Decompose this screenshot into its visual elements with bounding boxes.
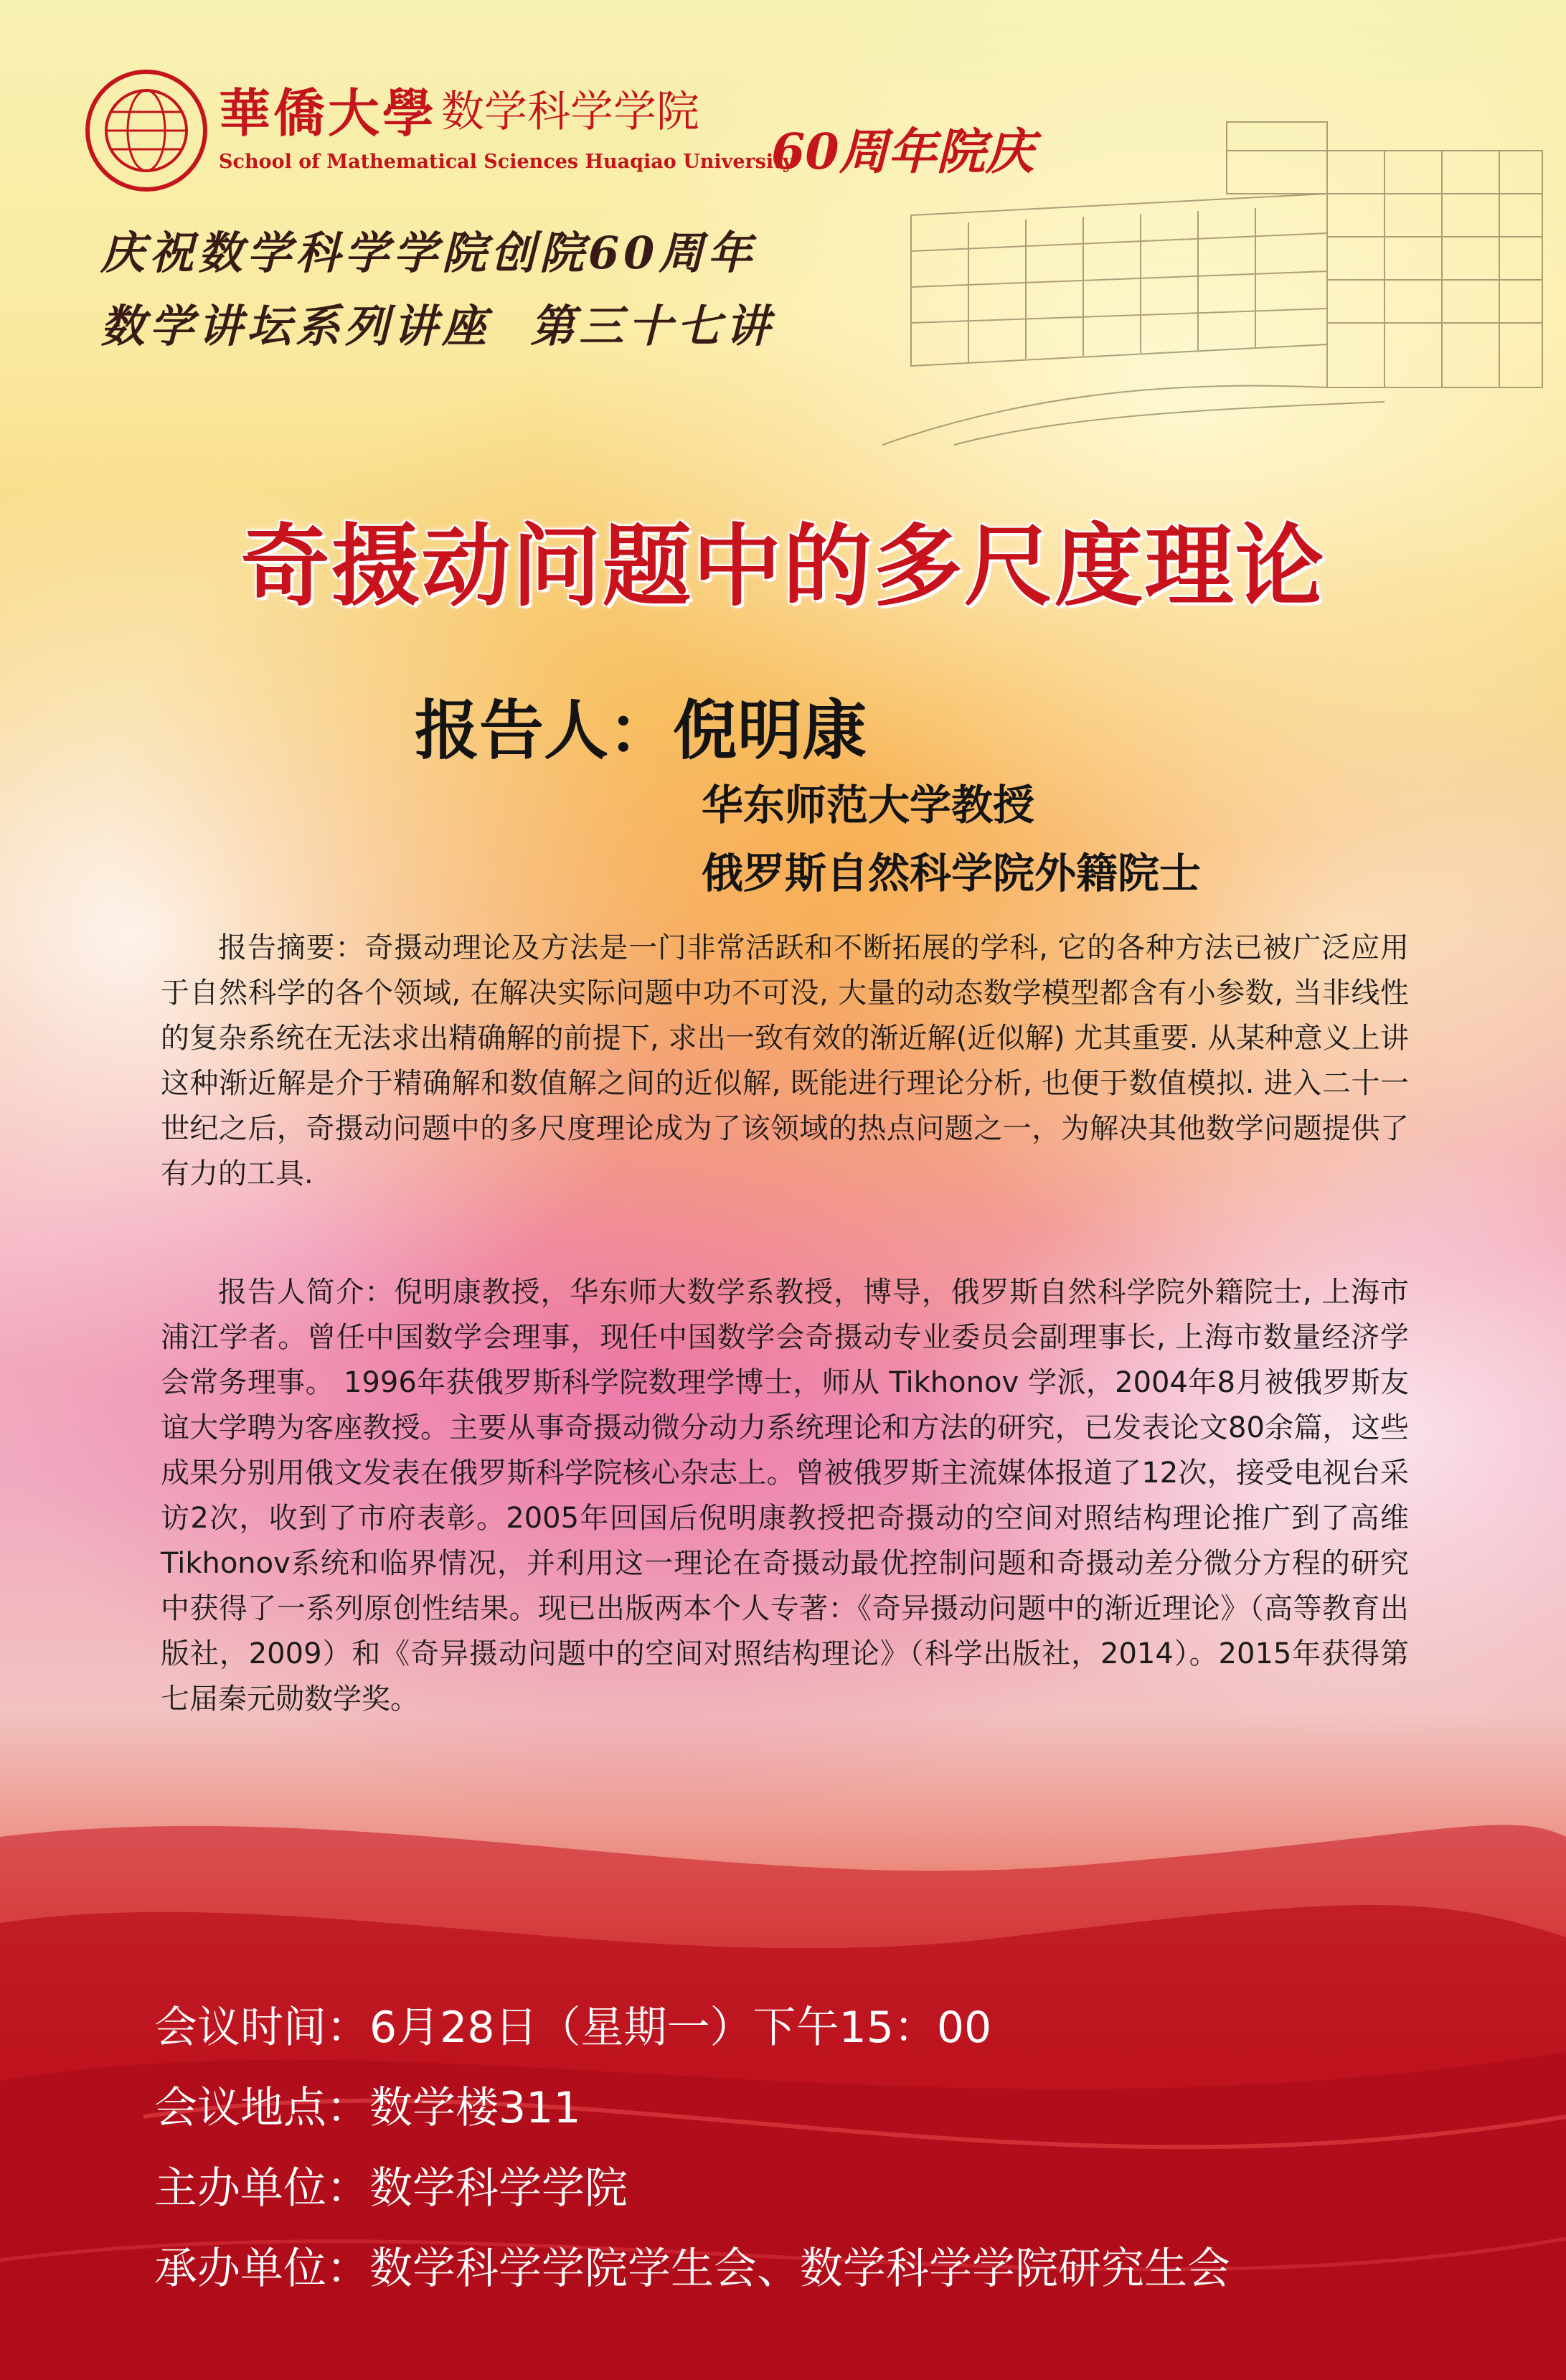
lecture-series-line: 数学讲坛系列讲座 第三十七讲 [100,300,775,352]
meeting-host: 主办单位：数学科学学院 [154,2163,628,2214]
bio-paragraph: 报告人简介：倪明康教授，华东师大数学系教授，博导，俄罗斯自然科学院外籍院士, 上海市浦江学者。曾任中国数学会理事，现任中国数学会奇摄动专业委员会副理事长, 上海市数量经济学会常务理事。 1996年获俄罗斯科学院数理学博士，师从 Tikhonov 学派，2004年8月被俄罗斯友谊大学聘为客座教授。主要从事奇摄动微分动力系统理论和方法的研究，已发表论文80余篇，这些成果分别用俄文发表在俄罗斯科学院核心杂志上。曾被俄罗斯主流媒体报道了12次，接受电视台采访2次，收到了市府表彰。2005年回国后倪明康教授把奇摄动的空间对照结构理论推广到了高维Tikhonov系统和临界情况，并利用这一理论在奇摄动最优控制问题和奇摄动差分微分方程的研究中获得了一系列原创性结果。现已出版两本个人专著：《奇异摄动问题中的渐近理论》（高等教育出版社，2009）和《奇异摄动问题中的空间对照结构理论》（科学出版社，2014）。2015年获得第七届秦元勋数学奖。 [161,1276,1409,1716]
university-name: 華僑大學 [219,83,438,144]
abstract-paragraph: 报告摘要：奇摄动理论及方法是一门非常活跃和不断拓展的学科, 它的各种方法已被广泛应用于自然科学的各个领域, 在解决实际问题中功不可没, 大量的动态数学模型都含有小参数, 当非线性的复杂系统在无法求出精确解的前提下, 求出一致有效的渐近解(近似解) 尤其重要. 从某种意义上讲这种渐近解是介于精确解和数值解之间的近似解, 既能进行理论分析, 也便于数值模拟. 进入二十一世纪之后，奇摄动问题中的多尺度理论成为了该领域的热点问题之一，为解决其他数学问题提供了有力的工具. [161,931,1409,1190]
anniversary-label: 60周年院庆 [771,123,1034,181]
school-name-cn: 数学科学学院 [441,87,699,137]
speaker-title-2: 俄罗斯自然科学院外籍院士 [702,849,1202,898]
university-seal-icon [85,69,208,192]
speaker-title-1: 华东师范大学教授 [702,781,1035,829]
speaker-name: 报告人：倪明康 [415,693,867,768]
talk-title: 奇摄动问题中的多尺度理论 [240,515,1326,618]
meeting-time: 会议时间：6月28日（星期一）下午15：00 [154,2003,992,2053]
meeting-place: 会议地点：数学楼311 [154,2083,581,2133]
celebration-line: 庆祝数学科学学院创院60周年 [100,227,757,279]
meeting-organizer: 承办单位：数学科学学院学生会、数学科学学院研究生会 [154,2244,1230,2294]
school-name-en: School of Mathematical Sciences Huaqiao University [219,151,794,173]
